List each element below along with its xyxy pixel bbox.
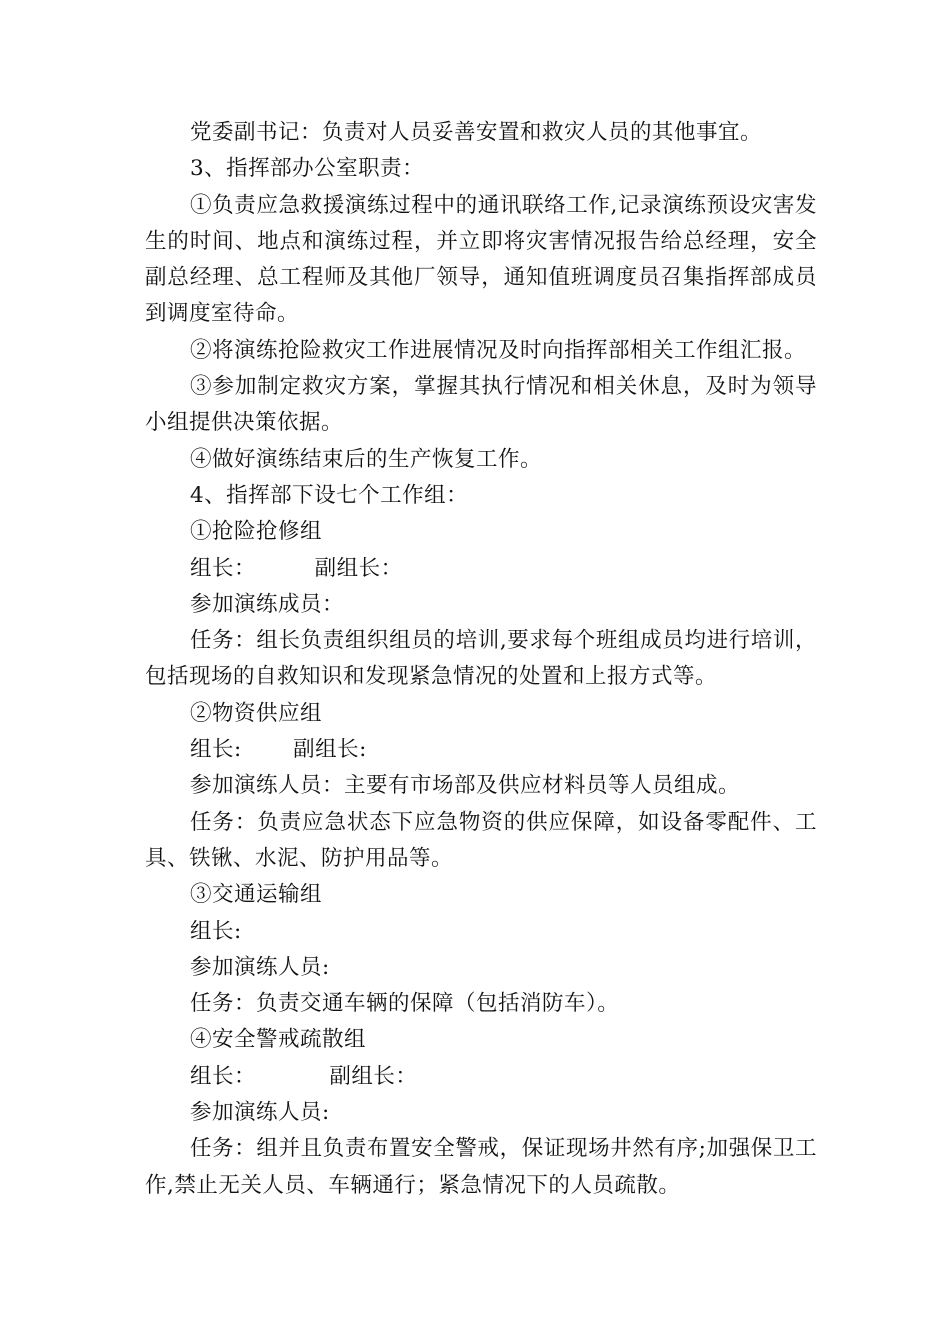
group-title-supply: ②物资供应组	[190, 700, 323, 726]
group-title-transport: ③交通运输组	[190, 882, 323, 908]
heading-working-groups: 4、指挥部下设七个工作组：	[190, 482, 469, 508]
group-members-rescue: 参加演练成员：	[190, 591, 345, 617]
group-title-security: ④安全警戒疏散组	[190, 1027, 367, 1053]
group-task-transport: 任务：负责交通车辆的保障（包括消防车）。	[190, 991, 620, 1017]
group-leaders-rescue: 组长： 副组长：	[190, 555, 403, 581]
paragraph-party-deputy-secretary: 党委副书记：负责对人员妥善安置和救灾人员的其他事宜。	[190, 120, 763, 145]
paragraph-office-duty-2: ②将演练抢险救灾工作进展情况及时向指挥部相关工作组汇报。	[190, 337, 807, 363]
paragraph-office-duty-1: ①负责应急救援演练过程中的通讯联络工作,记录演练预设灾害发生的时间、地点和演练过程，并立即将灾害情况报告给总经理，安全副总经理、总工程师及其他厂领导，通知值班调度员召集指挥部成员到调度室待命。	[145, 192, 817, 327]
paragraph-office-duty-3: ③参加制定救灾方案，掌握其执行情况和相关休息，及时为领导小组提供决策依据。	[145, 374, 817, 436]
group-members-transport: 参加演练人员:	[190, 954, 330, 980]
group-members-supply: 参加演练人员：主要有市场部及供应材料员等人员组成。	[190, 773, 741, 799]
group-leaders-transport: 组长:	[190, 918, 242, 944]
group-leaders-supply: 组长: 副组长:	[190, 737, 367, 763]
document-body	[145, 115, 817, 1204]
paragraph-office-duty-4: ④做好演练结束后的生产恢复工作。	[190, 446, 543, 472]
group-title-rescue: ①抢险抢修组	[190, 519, 323, 545]
group-task-supply: 任务：负责应急状态下应急物资的供应保障，如设备零配件、工具、铁锹、水泥、防护用品等。	[145, 809, 817, 871]
heading-office-duties: 3、指挥部办公室职责：	[190, 156, 425, 182]
group-task-rescue: 任务：组长负责组织组员的培训,要求每个班组成员均进行培训，包括现场的自救知识和发现紧急情况的处置和上报方式等。	[145, 628, 817, 690]
group-members-security: 参加演练人员:	[190, 1100, 330, 1126]
group-task-security: 任务：组并且负责布置安全警戒，保证现场井然有序;加强保卫工作,禁止无关人员、车辆通行；紧急情况下的人员疏散。	[145, 1136, 817, 1198]
group-leaders-security: 组长： 副组长：	[190, 1063, 418, 1089]
